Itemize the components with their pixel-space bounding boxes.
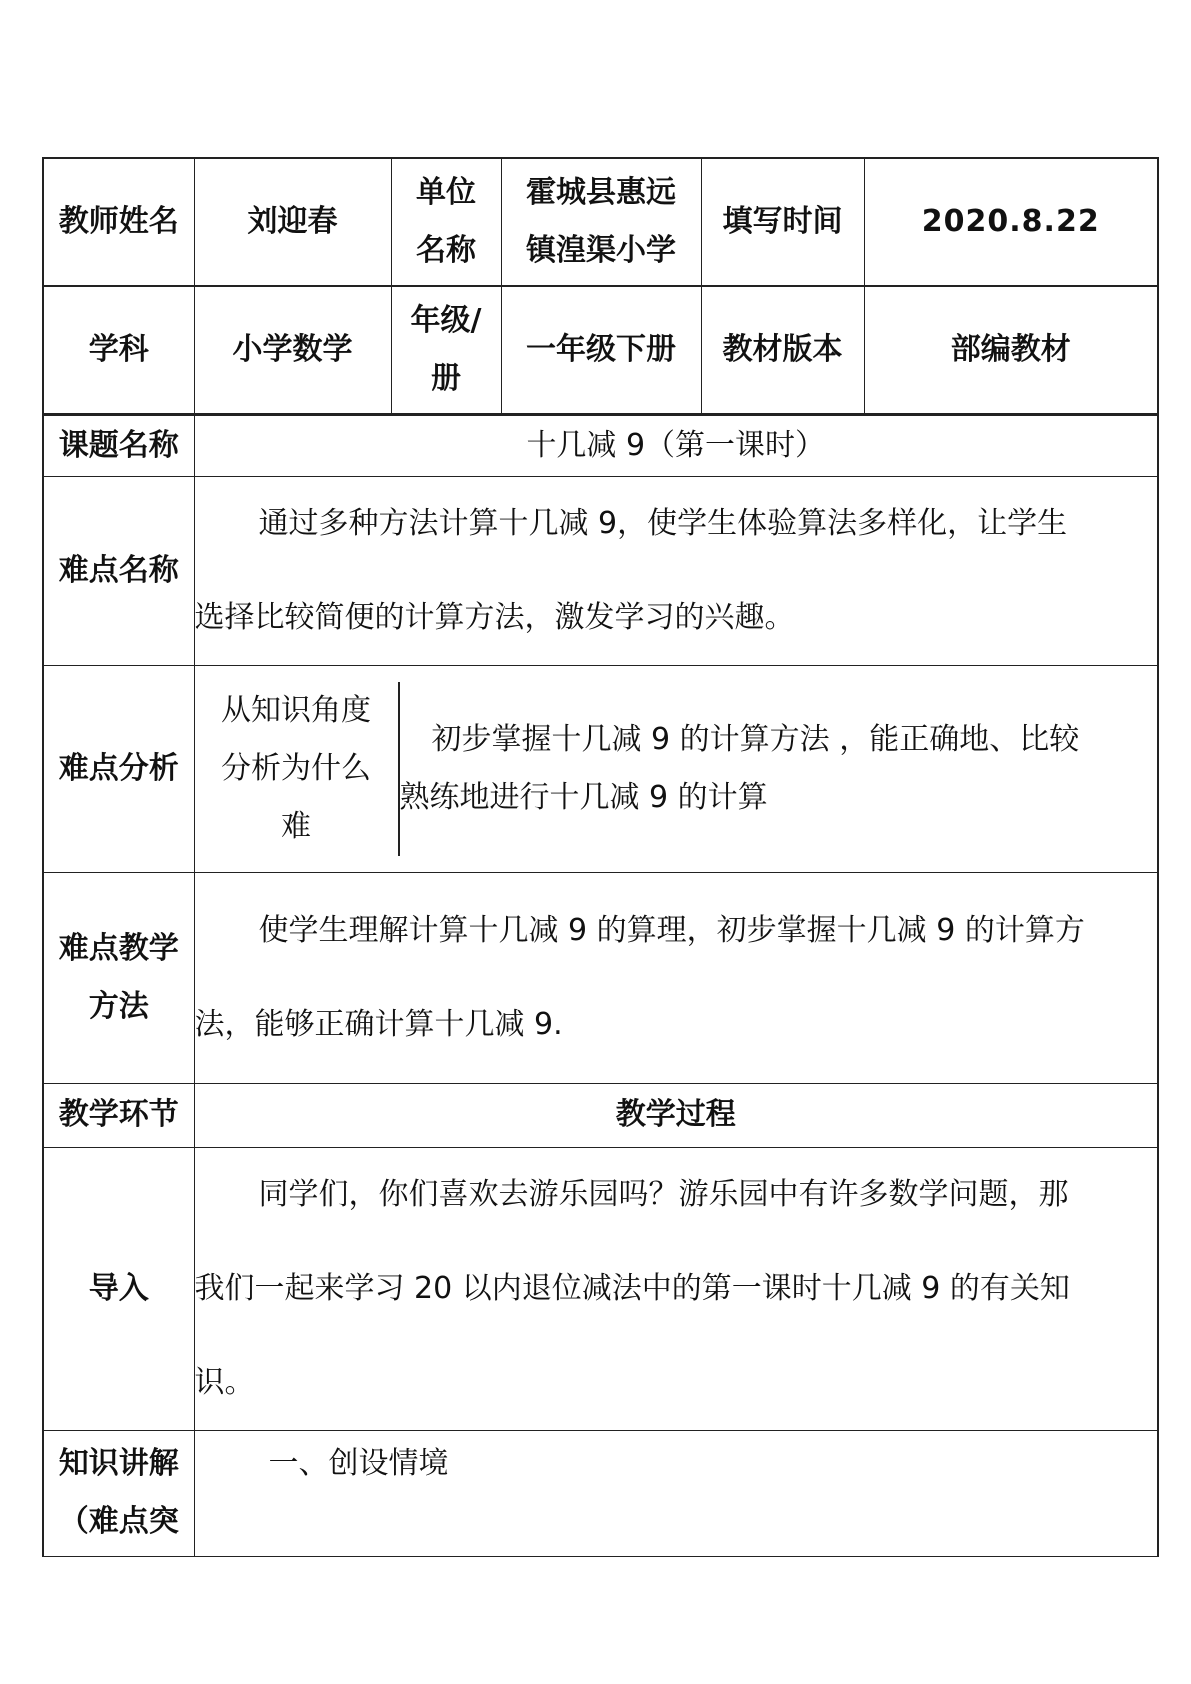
analysis-line2: 熟练地进行十几减 9 的计算 — [399, 779, 768, 815]
unit-label-line1: 单位 — [416, 175, 476, 210]
analysis-sub-label-line1: 从知识角度 — [221, 692, 371, 728]
difficulty-line1: 通过多种方法计算十几减 9，使学生体验算法多样化，让学生 — [258, 505, 1068, 541]
teacher-name-label: 教师姓名 — [43, 158, 194, 286]
method-row — [43, 872, 1158, 1083]
grade-value: 一年级下册 — [501, 286, 701, 414]
unit-value — [501, 158, 701, 286]
date-value: 2020.8.22 — [864, 158, 1158, 286]
topic-label: 课题名称 — [43, 414, 194, 476]
method-line2: 法，能够正确计算十几减 9. — [194, 1006, 563, 1042]
edition-label: 教材版本 — [701, 286, 864, 414]
process-header-label: 教学环节 — [43, 1083, 194, 1147]
unit-label — [391, 158, 501, 286]
intro-line2: 我们一起来学习 20 以内退位减法中的第一课时十几减 9 的有关知 — [194, 1270, 1070, 1306]
knowledge-text — [194, 1430, 1158, 1556]
subject-label: 学科 — [43, 286, 194, 414]
analysis-inner-table — [195, 682, 1158, 856]
analysis-sub-label-line3: 难 — [281, 808, 311, 844]
unit-label-line2: 名称 — [416, 233, 476, 268]
difficulty-label: 难点名称 — [43, 476, 194, 665]
knowledge-label — [43, 1430, 194, 1556]
edition-value: 部编教材 — [864, 286, 1158, 414]
subject-row — [43, 286, 1158, 414]
intro-label: 导入 — [43, 1147, 194, 1430]
topic-value: 十几减 9（第一课时） — [194, 414, 1158, 476]
unit-value-line1: 霍城县惠远 — [526, 175, 676, 210]
method-label-line2: 方法 — [88, 988, 149, 1024]
grade-label — [391, 286, 501, 414]
intro-text — [194, 1147, 1158, 1430]
process-header-row — [43, 1083, 1158, 1147]
method-label-line1: 难点教学 — [58, 930, 179, 966]
intro-line3: 识。 — [194, 1364, 255, 1400]
subject-value: 小学数学 — [194, 286, 391, 414]
date-label: 填写时间 — [701, 158, 864, 286]
topic-row — [43, 414, 1158, 476]
analysis-text — [399, 682, 1158, 856]
grade-label-line2: 册 — [431, 360, 461, 396]
analysis-sub-label-line2: 分析为什么 — [221, 750, 371, 786]
knowledge-row — [43, 1430, 1158, 1556]
knowledge-line1: 一、创设情境 — [268, 1445, 449, 1481]
analysis-sub-label — [195, 682, 399, 856]
unit-value-line2: 镇湟渠小学 — [526, 233, 676, 268]
intro-row — [43, 1147, 1158, 1430]
method-text — [194, 872, 1158, 1083]
intro-line1: 同学们，你们喜欢去游乐园吗？游乐园中有许多数学问题，那 — [258, 1176, 1069, 1212]
analysis-cell — [194, 665, 1158, 872]
grade-label-line1: 年级/ — [410, 302, 482, 338]
method-label — [43, 872, 194, 1083]
analysis-label: 难点分析 — [43, 665, 194, 872]
teacher-row — [43, 158, 1158, 286]
lesson-plan-table — [42, 157, 1159, 1557]
teacher-name-value: 刘迎春 — [194, 158, 391, 286]
method-line1: 使学生理解计算十几减 9 的算理，初步掌握十几减 9 的计算方 — [258, 912, 1085, 948]
difficulty-line2: 选择比较简便的计算方法，激发学习的兴趣。 — [194, 599, 795, 635]
difficulty-row — [43, 476, 1158, 665]
analysis-row — [43, 665, 1158, 872]
knowledge-label-line2: （难点突 — [58, 1503, 179, 1539]
analysis-line1: 初步掌握十几减 9 的计算方法 ，能正确地、比较 — [431, 721, 1080, 757]
knowledge-label-line1: 知识讲解 — [58, 1445, 179, 1481]
process-header-value: 教学过程 — [194, 1083, 1158, 1147]
difficulty-text — [194, 476, 1158, 665]
